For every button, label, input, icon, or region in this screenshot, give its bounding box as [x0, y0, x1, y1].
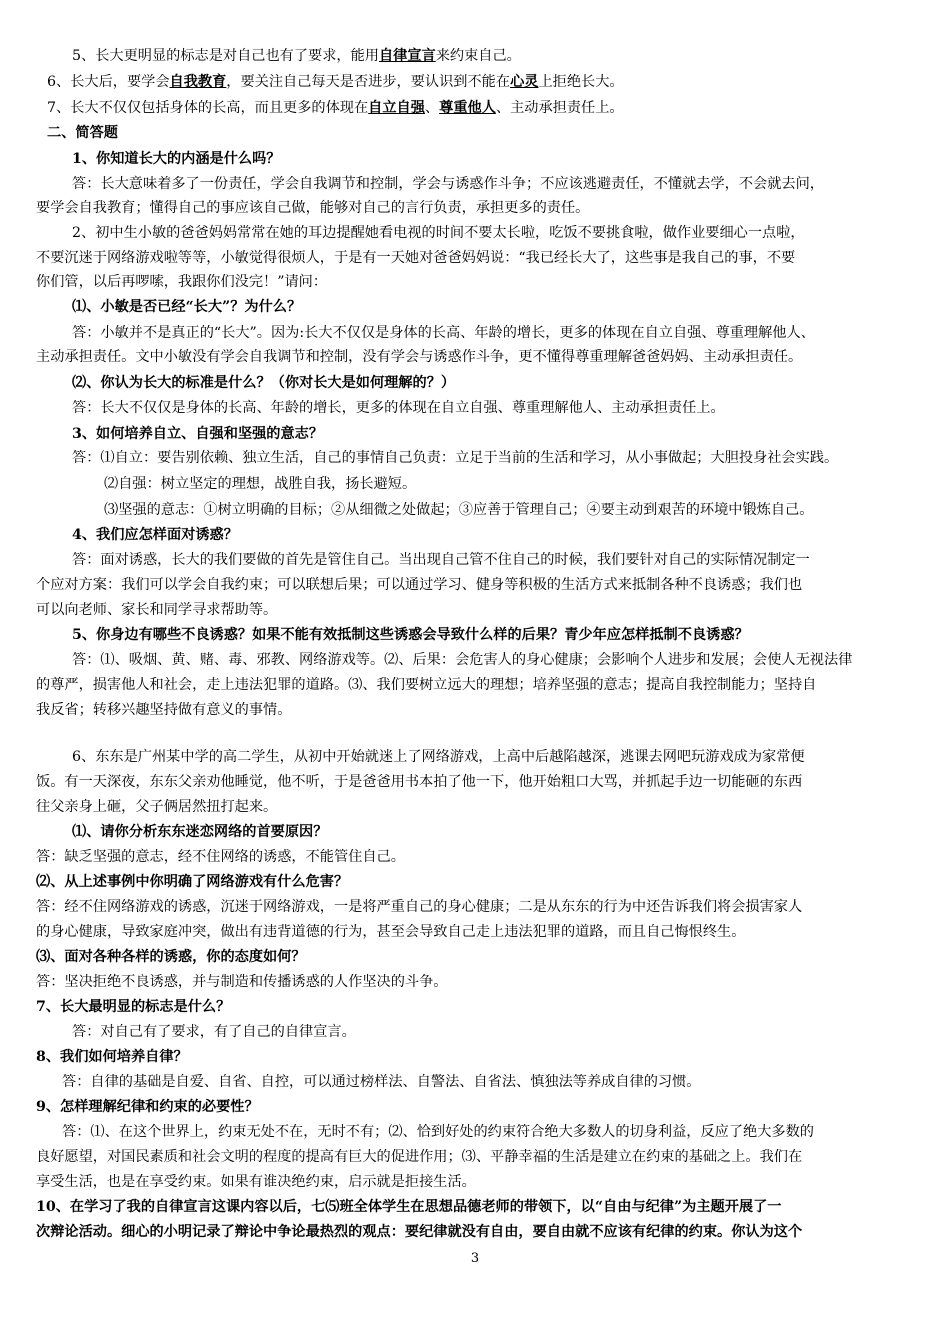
question-2-text: 你们管，以后再啰嗦，我跟你们没完！”请问：	[36, 274, 328, 290]
question-2-text: 2、初中生小敏的爸爸妈妈常常在她的耳边提醒她看电视的时间不要太长啦，吃饭不要挑食啦，做作业要细心一点啦，	[72, 225, 805, 241]
answer-line: 答：小敏并不是真正的“长大”。因为:长大不仅仅是身体的长高、年龄的增长，更多的体现在自立自强、尊重理解他人、	[72, 325, 815, 341]
answer-line: 良好愿望，对国民素质和社会文明的程度的提高有巨大的促进作用；⑶、平静幸福的生活是建立在约束的基础之上。我们在	[36, 1149, 803, 1165]
page-number: 3	[470, 1251, 480, 1266]
answer-line: 答：自律的基础是自爱、自省、自控，可以通过榜样法、自警法、自省法、慎独法等养成自律的习惯。	[62, 1074, 701, 1090]
sub-question: ⑵、从上述事例中你明确了网络游戏有什么危害？	[36, 874, 349, 890]
question-8: 8、我们如何培养自律？	[36, 1049, 188, 1065]
answer-line: 我反省；转移兴趣坚持做有意义的事情。	[36, 702, 292, 718]
question-3: 3、如何培养自立、自强和坚强的意志？	[72, 426, 324, 442]
answer-line: 答：⑴自立：要告别依赖、独立生活，自己的事情自己负责：立足于当前的生活和学习，从小事做起；大胆投身社会实践。	[72, 450, 839, 466]
answer-line: 答：长大意味着多了一份责任，学会自我调节和控制，学会与诱惑作斗争；不应该逃避责任，不懂就去学，不会就去问，	[72, 176, 824, 192]
key-term: 心灵	[510, 74, 539, 90]
section-title: 二、简答题	[47, 125, 118, 141]
answer-line: 要学会自我教育；懂得自己的事应该自己做，能够对自己的言行负责，承担更多的责任。	[36, 200, 590, 216]
answer-line: 的尊严，损害他人和社会，走上违法犯罪的道路。⑶、我们要树立远大的理想；培养坚强的意志；提高自我控制能力；坚持自	[36, 677, 817, 693]
answer-line: 可以向老师、家长和同学寻求帮助等。	[36, 602, 278, 618]
text: 上拒绝长大。	[538, 74, 624, 90]
fill-in-item-7	[0, 96, 950, 120]
answer-line: 答：⑴、吸烟、黄、赌、毒、邪教、网络游戏等。⑵、后果：会危害人的身心健康；会影响个人进步和发展；会使人无视法律	[72, 652, 853, 668]
question-4: 4、我们应怎样面对诱惑？	[72, 527, 238, 543]
answer-line: 的身心健康，导致家庭冲突，做出有违背道德的行为，甚至会导致自己走上违法犯罪的道路，而且自己悔恨终生。	[36, 924, 746, 940]
text: 7、长大不仅仅包括身体的长高，而且更多的体现在	[47, 100, 369, 116]
answer-line: 答：长大不仅仅是身体的长高、年龄的增长，更多的体现在自立自强、尊重理解他人、主动承担责任上。	[72, 400, 725, 416]
answer-line: 答：对自己有了要求，有了自己的自律宣言。	[72, 1024, 356, 1040]
key-term: 自律宣言	[378, 48, 436, 64]
answer-line: ⑶坚强的意志：①树立明确的目标；②从细微之处做起；③应善于管理自己；④要主动到艰苦的环境中锻炼自己。	[104, 502, 814, 518]
sub-question: ⑴、小敏是否已经“长大”？为什么？	[72, 299, 302, 315]
text: 、主动承担责任上。	[495, 100, 624, 116]
question-5: 5、你身边有哪些不良诱惑？如果不能有效抵制这些诱惑会导致什么样的后果？青少年应怎样抵制不良诱惑？	[72, 627, 749, 643]
sub-question: ⑶、面对各种各样的诱惑，你的态度如何？	[36, 949, 306, 965]
key-term: 自立自强	[368, 100, 425, 116]
question-9: 9、怎样理解纪律和约束的必要性？	[36, 1099, 259, 1115]
question-6-text: 6、东东是广州某中学的高二学生，从初中开始就迷上了网络游戏，上高中后越陷越深，逃课去网吧玩游戏成为家常便	[72, 749, 805, 765]
fill-in-item-6	[0, 70, 950, 94]
question-6-text: 饭。有一天深夜，东东父亲劝他睡觉，他不听，于是爸爸用书本拍了他一下，他开始粗口大骂，并抓起手边一切能砸的东西	[36, 774, 803, 790]
question-2-text: 不要沉迷于网络游戏啦等等，小敏觉得很烦人，于是有一天她对爸爸妈妈说：“我已经长大了，这些事是我自己的事，不要	[36, 250, 796, 266]
text: 、	[424, 100, 440, 116]
question-7: 7、长大最明显的标志是什么？	[36, 999, 231, 1015]
text: 来约束自己。	[435, 48, 521, 64]
answer-line: 答：面对诱惑，长大的我们要做的首先是管住自己。当出现自己管不住自己的时候，我们要针对自己的实际情况制定一	[72, 552, 810, 568]
answer-line: 主动承担责任。文中小敏没有学会自我调节和控制，没有学会与诱惑作斗争，更不懂得尊重理解爸爸妈妈、主动承担责任。	[36, 349, 803, 365]
answer-line: 享受生活，也是在享受约束。如果有谁决绝约束，启示就是拒接生活。	[36, 1174, 476, 1190]
question-10: 10、在学习了我的自律宣言这课内容以后，七⑸班全体学生在思想品德老师的带领下，以“自由与纪律”为主题开展了一	[36, 1199, 782, 1215]
answer-line: 答：⑴、在这个世界上，约束无处不在，无时不有；⑵、恰到好处的约束符合绝大多数人的切身利益，反应了绝大多数的	[62, 1124, 814, 1140]
answer-line: 答：缺乏坚强的意志，经不住网络的诱惑，不能管住自己。	[36, 849, 405, 865]
question-1: 1、你知道长大的内涵是什么吗？	[72, 151, 281, 167]
text: 5、长大更明显的标志是对自己也有了要求，能用	[72, 48, 379, 64]
question-6-text: 往父亲身上砸，父子俩居然扭打起来。	[36, 799, 278, 815]
answer-line: 个应对方案：我们可以学会自我约束；可以联想后果；可以通过学习、健身等积极的生活方式来抵制各种不良诱惑；我们也	[36, 577, 803, 593]
text: 6、长大后，要学会	[47, 74, 170, 90]
sub-question: ⑴、请你分析东东迷恋网络的首要原因？	[72, 824, 328, 840]
answer-line: 答：坚决拒绝不良诱惑，并与制造和传播诱惑的人作坚决的斗争。	[36, 974, 448, 990]
fill-in-item-5	[0, 44, 950, 68]
question-10: 次辩论活动。细心的小明记录了辩论中争论最热烈的观点：要纪律就没有自由，要自由就不应该有纪律的约束。你认为这个	[36, 1224, 803, 1240]
key-term: 自我教育	[169, 74, 227, 90]
key-term: 尊重他人	[439, 100, 496, 116]
sub-question: ⑵、你认为长大的标准是什么？（你对长大是如何理解的？）	[72, 375, 456, 391]
answer-line: 答：经不住网络游戏的诱惑，沉迷于网络游戏，一是将严重自己的身心健康；二是从东东的行为中还告诉我们将会损害家人	[36, 899, 803, 915]
text: ，要关注自己每天是否进步，要认识到不能在	[226, 74, 511, 90]
answer-line: ⑵自强：树立坚定的理想，战胜自我，扬长避短。	[104, 476, 417, 492]
